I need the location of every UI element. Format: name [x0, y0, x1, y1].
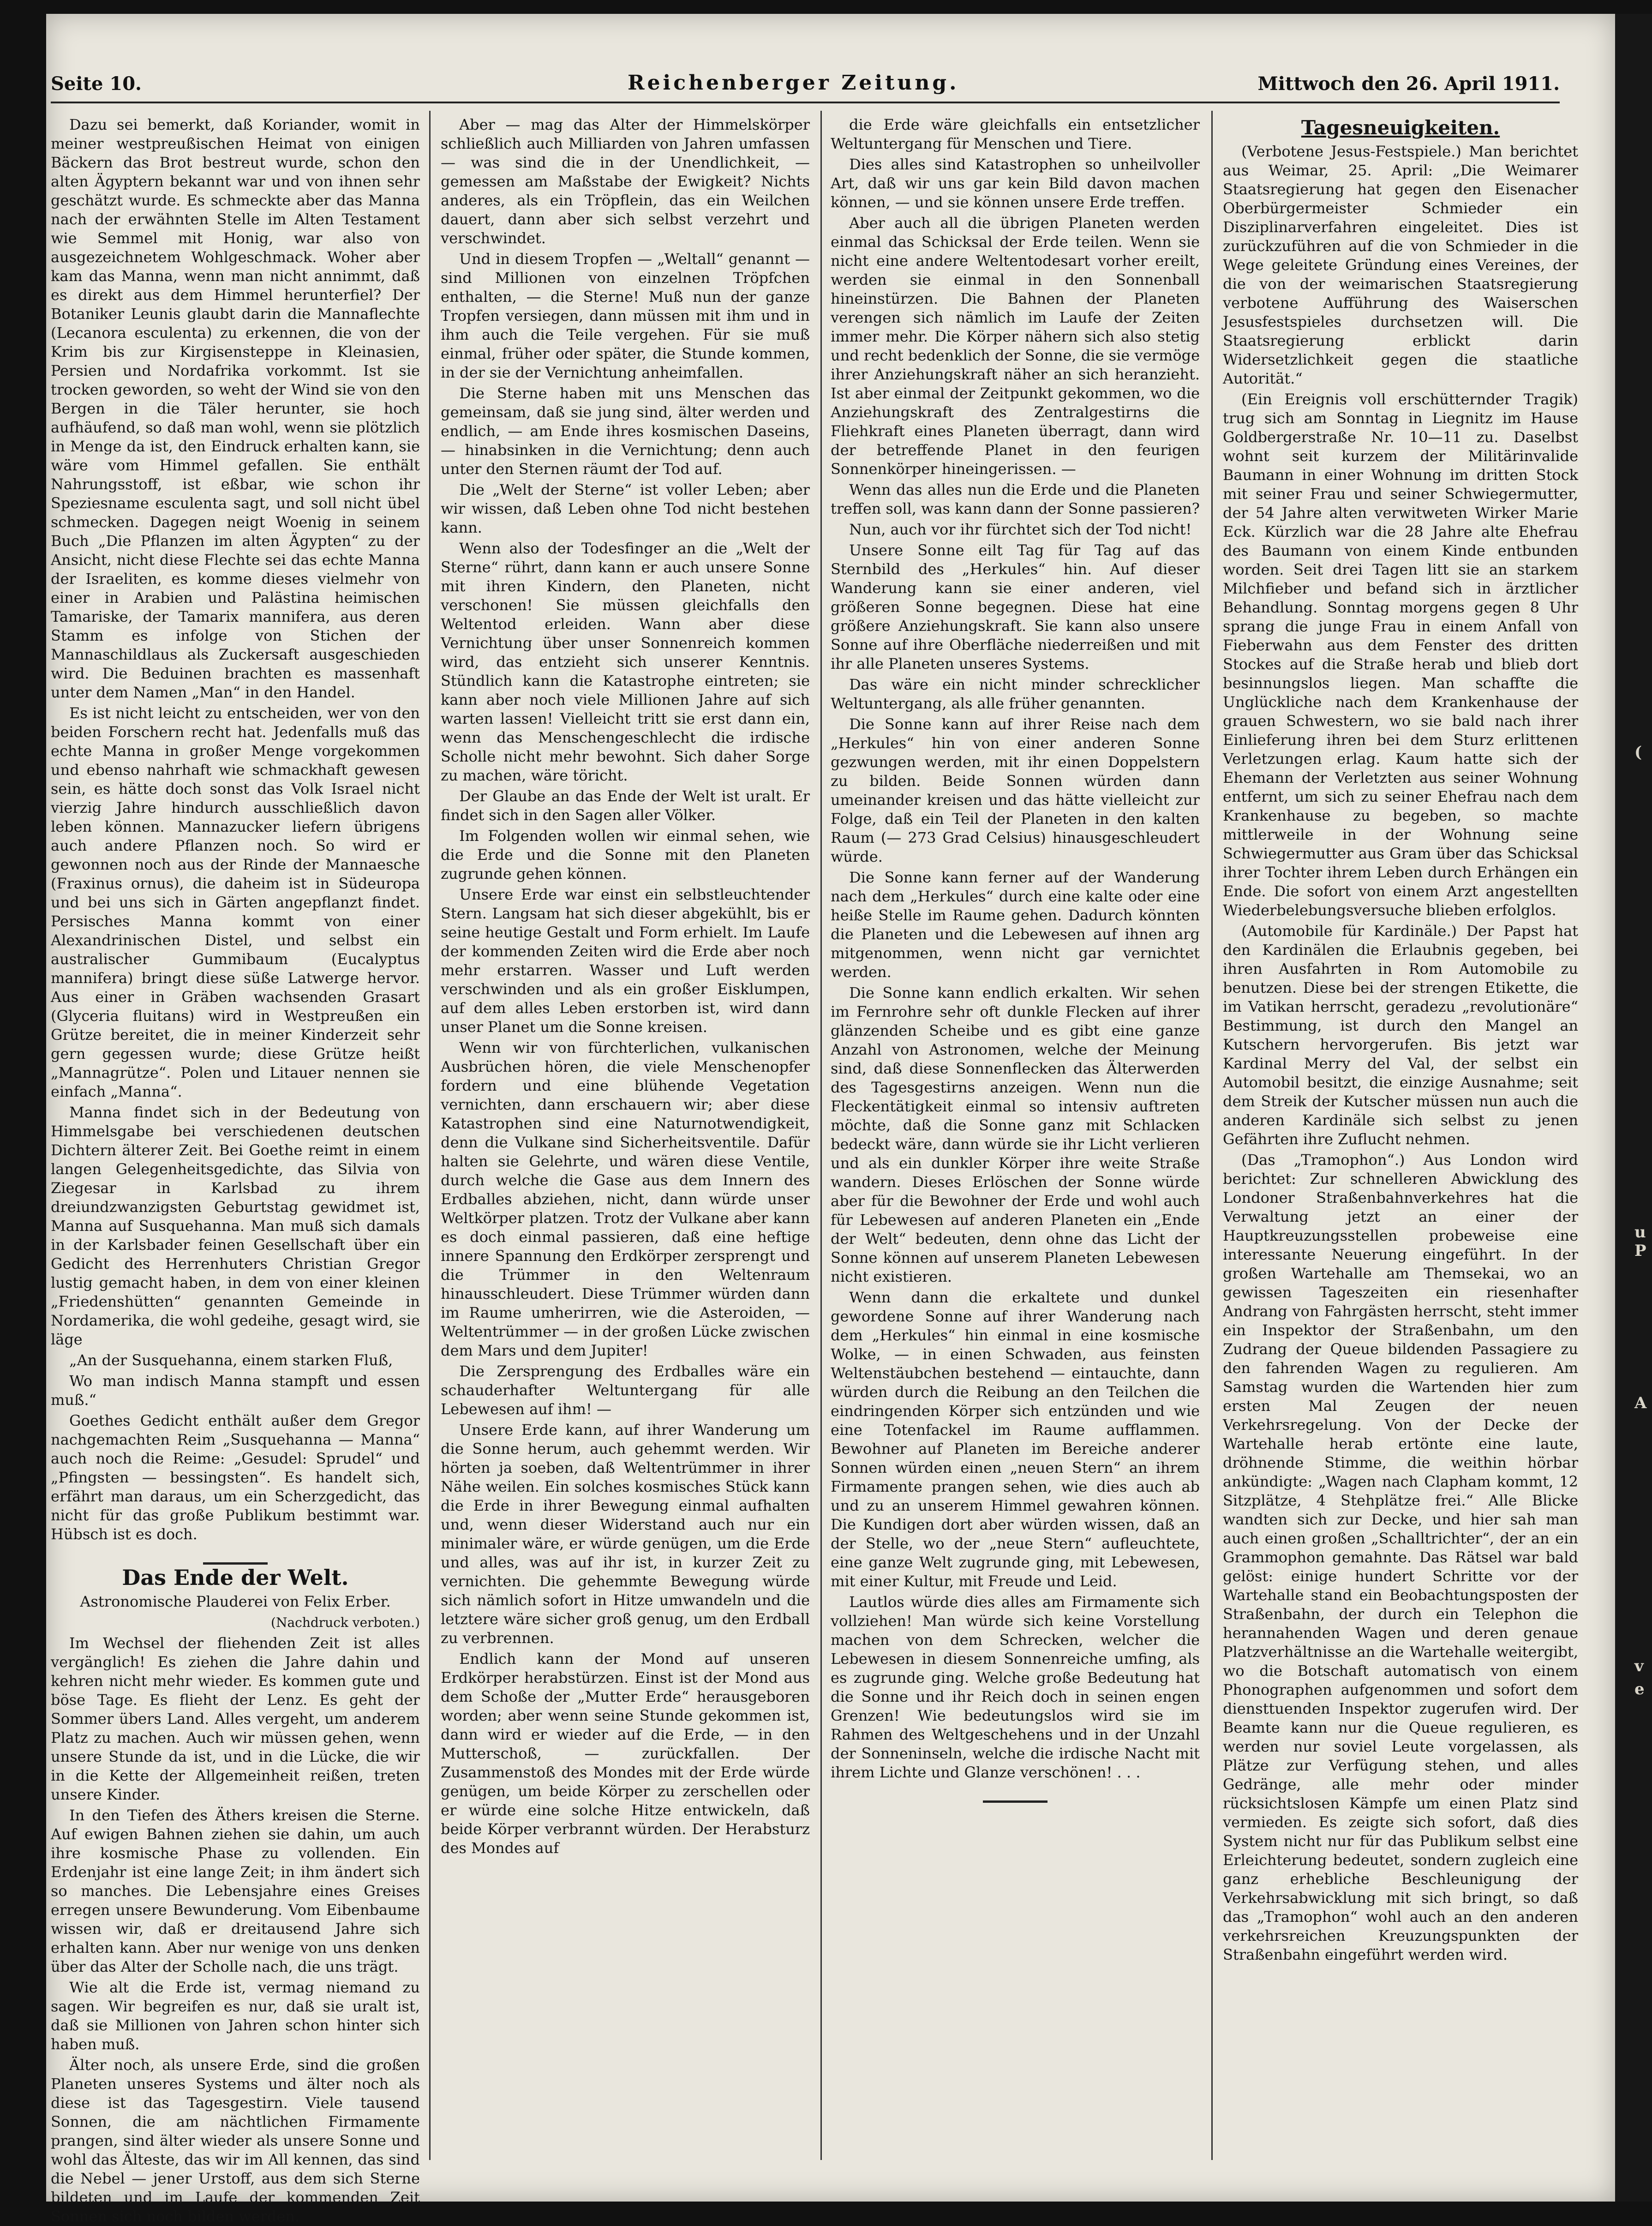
paragraph: Der Glaube an das Ende der Welt ist uralt. Er findet sich in den Sagen aller Völker.: [441, 787, 810, 824]
paragraph: Wenn dann die erkaltete und dunkel gewordene Sonne auf ihrer Wanderung nach dem „Herkules“ hin einmal in eine kosmische Wolke, — in einen Schwaden, aus feinsten Weltenstäubchen bestehend — eintauchte, dann würden durch die Reibung an den Teilchen die eindringenden Körper sich entzünden und wie eine Totenfackel im Raume aufflammen. Bewohner auf Planeten im Bereiche anderer Sonnen würden einen „neuen Stern“ an ihrem Firmamente prangen sehen, wie dies auch ab und zu an unserem Himmel gewahren können. Die Kundigen dort aber würden wissen, daß an der Stelle, wo der „neue Stern“ aufleuchtete, eine ganze Welt zugrunde ging, mit Lebewesen, mit einer Kultur, mit Freude und Leid.: [831, 1289, 1200, 1590]
margin-glyph: A: [1634, 1394, 1647, 1412]
news-item: (Automobile für Kardinäle.) Der Papst hat den Kardinälen die Erlaubnis gegeben, bei ihren Ausfahrten in Rom Automobile zu benutzen. Diese bei der strengen Etikette, die im Vatikan herrscht, geradezu „revolutionäre“ Bestimmung, ist durch den Mangel an Kutschern hervorgerufen. Bis jetzt war Kardinal Merry del Val, der selbst ein Automobil besitzt, die einzige Ausnahme; seit dem Streik der Kutscher müssen nun auch die anderen Kardinäle sich selbst zu jenen Gefährten ihre Zuflucht nehmen.: [1223, 922, 1578, 1148]
margin-glyph: v: [1634, 1657, 1644, 1675]
paragraph: die Erde wäre gleichfalls ein entsetzlicher Weltuntergang für Menschen und Tiere.: [831, 116, 1200, 152]
column-divider: [1211, 111, 1213, 2160]
issue-date: Mittwoch den 26. April 1911.: [1257, 73, 1560, 95]
paragraph: Nun, auch vor ihr fürchtet sich der Tod nicht!: [849, 521, 1192, 538]
paragraph: Dies alles sind Katastrophen so unheilvoller Art, daß wir uns gar kein Bild davon machen können, — und sie können unsere Erde treffen.: [831, 156, 1200, 211]
paragraph: Im Wechsel der fliehenden Zeit ist alles vergänglich! Es ziehen die Jahre dahin und kehren nicht mehr wieder. Es kommen gute und böse Tage. Es flieht der Lenz. Es geht der Sommer übers Land. Alles vergeht, um anderem Platz zu machen. Auch wir müssen gehen, wenn unsere Stunde da ist, und in die Lücke, die wir in die Kette der Allgemeinheit reißen, treten unsere Kinder.: [51, 1634, 420, 1803]
article-subtitle: Astronomische Plauderei von Felix Erber.: [80, 1593, 391, 1610]
section-title: Tagesneuigkeiten.: [1301, 116, 1500, 139]
paragraph: Wenn das alles nun die Erde und die Planeten treffen soll, was kann dann der Sonne passieren?: [831, 481, 1200, 517]
paragraph: In den Tiefen des Äthers kreisen die Sterne. Auf ewigen Bahnen ziehen sie dahin, um auch ihre kosmische Phase zu vollenden. Ein Erdenjahr ist eine lange Zeit; in ihm ändert sich so manches. Die Lebensjahre eines Greises erregen unsere Bewunderung. Vom Eibenbaume wissen wir, daß er dreitausend Jahre sich erhalten kann. Aber nur wenige von uns denken über das Alter der Scholle nach, die uns trägt.: [51, 1806, 420, 1975]
paragraph: Manna findet sich in der Bedeutung von Himmelsgabe bei verschiedenen deutschen Dichtern älterer Zeit. Bei Goethe reimt in einem langen Gelegenheitsgedichte, das Silvia von Ziegesar in Karlsbad zu ihrem dreiundzwanzigsten Geburtstag gewidmet ist, Manna auf Susquehanna. Man muß sich damals in der Karlsbader feinen Gesellschaft über ein Gedicht des Herrenhuters Christian Gregor lustig gemacht haben, in dem von einer kleinen „Friedenshütten“ genannten Gemeinde in Nordamerika, die wohl gedeihe, gesagt wird, sie läge: [51, 1104, 420, 1348]
margin-glyph: P: [1634, 1242, 1646, 1260]
article-title: Das Ende der Welt.: [122, 1565, 349, 1590]
paragraph: Wenn also der Todesfinger an die „Welt der Sterne“ rührt, dann kann er auch unsere Sonne mit ihren Kindern, den Planeten, nicht verschonen! Sie müssen gleichfalls den Weltentod erleiden. Wann aber diese Vernichtung über unser Sonnenreich kommen wird, das entzieht sich unserer Kenntnis. Stündlich kann die Katastrophe eintreten; sie kann aber noch viele Millionen Jahre auf sich warten lassen! Vielleicht tritt sie erst dann ein, wenn das Menschengeschlecht die irdische Scholle nicht mehr bewohnt. Sich daher Sorge zu machen, wäre töricht.: [441, 540, 810, 784]
column-divider: [429, 111, 431, 2160]
article-end-rule: [983, 1800, 1047, 1803]
paragraph: Unsere Erde war einst ein selbstleuchtender Stern. Langsam hat sich dieser abgekühlt, bis er seine heutige Gestalt und Form erhielt. Im Laufe der kommenden Zeiten wird die Erde aber noch mehr erstarren. Wasser und Luft werden verschwinden und als ein großer Eisklumpen, auf dem alles Leben erstorben ist, wird dann unser Planet um die Sonne kreisen.: [441, 886, 810, 1036]
paragraph: Lautlos würde dies alles am Firmamente sich vollziehen! Man würde sich keine Vorstellung machen von dem Schrecken, welcher die Lebewesen in diesem Sonnenreiche umfing, als es zugrunde ging. Welche große Bedeutung hat die Sonne und ihr Reich doch in seinen engen Grenzen! Wie bedeutungslos wird sie im Rahmen des Weltgeschehens und in der Unzahl der Sonneninseln, welche die irdische Nacht mit ihrem Lichte und Glanze verschönen! . . .: [831, 1593, 1200, 1781]
paragraph: Unsere Sonne eilt Tag für Tag auf das Sternbild des „Herkules“ hin. Auf dieser Wanderung kann sie einer anderen, viel größeren Sonne begegnen. Diese hat eine größere Anziehungskraft. Sie kann also unsere Sonne auf ihre Oberfläche niederreißen und mit ihr alle Planeten unseres Systems.: [831, 541, 1200, 672]
paragraph: Die Sterne haben mit uns Menschen das gemeinsam, daß sie jung sind, älter werden und endlich, — am Ende ihres kosmischen Daseins, — hinabsinken in die Vernichtung; denn auch unter den Sternen räumt der Tod auf.: [441, 384, 810, 478]
newspaper-masthead: Reichenberger Zeitung.: [628, 71, 959, 95]
paragraph: Die Zersprengung des Erdballes wäre ein schauderhafter Weltuntergang für alle Lebewesen auf ihm! —: [441, 1362, 810, 1418]
page-header: [51, 69, 1560, 103]
margin-glyph: u: [1634, 1223, 1646, 1242]
paragraph: Die Sonne kann auf ihrer Reise nach dem „Herkules“ hin von einer anderen Sonne gezwungen werden, mit ihr einen Doppelstern zu bilden. Beide Sonnen würden dann umeinander kreisen und das hätte vielleicht zur Folge, daß ein Teil der Planeten in den kalten Raum (— 273 Grad Celsius) hinausgeschleudert würde.: [831, 715, 1200, 865]
news-item: (Verbotene Jesus-Festspiele.) Man berichtet aus Weimar, 25. April: „Die Weimarer Staatsregierung hat gegen den Eisenacher Oberbürgermeister Schmieder ein Disziplinarverfahren eingeleitet. Dies ist zurückzuführen auf die von Schmieder in die Wege geleitete Gründung eines Vereines, der die von der weimarischen Staatsregierung verbotene Aufführung des Waiserschen Jesusfestspieles durchsetzen will. Die Staatsregierung erblickt darin Widersetzlichkeit gegen die staatliche Autorität.“: [1223, 143, 1578, 387]
paragraph: Aber — mag das Alter der Himmelskörper schließlich auch Milliarden von Jahren umfassen — was sind die in der Unendlichkeit, — gemessen am Maßstabe der Ewigkeit? Nichts anderes, als ein Tröpflein, das ein Weilchen dauert, dann aber sich selbst verzehrt und verschwindet.: [441, 116, 810, 247]
paragraph: Die „Welt der Sterne“ ist voller Leben; aber wir wissen, daß Leben ohne Tod nicht bestehen kann.: [441, 481, 810, 536]
paragraph: Es ist nicht leicht zu entscheiden, wer von den beiden Forschern recht hat. Jedenfalls muß das echte Manna in großer Menge vorgekommen und ebenso nahrhaft wie schmackhaft gewesen sein, es hätte doch sonst das Volk Israel nicht vierzig Jahre hindurch ausschließlich davon leben können. Mannazucker liefern übrigens auch andere Pflanzen noch. So wird er gewonnen noch aus der Rinde der Mannaesche (Fraxinus ornus), die daheim ist in Südeuropa und bei uns sich in Gärten angepflanzt findet. Persisches Manna kommt von einer Alexandrinischen Distel, und selbst ein australischer Gummibaum (Eucalyptus mannifera) bringt diese süße Latwerge hervor. Aus einer in Gräben wachsenden Grasart (Glyceria fluitans) wird in Westpreußen ein Grütze bereitet, die in meiner Kinderzeit sehr gern gegessen wurde; diese Grütze heißt „Mannagrütze“. Polen und Litauer nennen sie einfach „Manna“.: [51, 704, 420, 1100]
paragraph: Goethes Gedicht enthält außer dem Gregor nachgemachten Reim „Susquehanna — Manna“ auch noch die Reime: „Gesudel: Sprudel“ und „Pfingsten — bessingsten“. Es handelt sich, erfährt man daraus, um ein Scherzgedicht, das nicht für das große Publikum bestimmt war. Hübsch ist es doch.: [51, 1412, 420, 1543]
news-item: (Ein Ereignis voll erschütternder Tragik) trug sich am Sonntag in Liegnitz im Hause Goldbergerstraße Nr. 10—11 zu. Daselbst wohnt seit kurzem der Militärinvalide Baumann in einer Wohnung im dritten Stock mit seiner Frau und seiner Schwiegermutter, der 54 Jahre alten verwitweten Wirker Marie Eck. Kürzlich war die 28 Jahre alte Ehefrau des Baumann von einem Kinde entbunden worden. Seit drei Tagen litt sie an starkem Milchfieber und befand sich in ärztlicher Behandlung. Sonntag morgens gegen 8 Uhr sprang die junge Frau in einem Anfall von Fieberwahn aus dem Fenster des dritten Stockes auf die Straße herab und blieb dort besinnungslos liegen. Man schaffte die Unglückliche nach dem Krankenhause der grauen Schwestern, wo sie bald nach ihrer Einlieferung ihren bei dem Sturz erlittenen Verletzungen erlag. Kaum hatte sich der Ehemann der Verletzten aus seiner Wohnung entfernt, um sich zu seiner Ehefrau nach dem Krankenhause zu begeben, so machte mittlerweile in der Wohnung seine Schwiegermutter aus Gram über das Schicksal ihrer Tochter ihrem Leben durch Erhängen ein Ende. Die sofort von einem Arzt angestellten Wiederbelebungsversuche blieben erfolglos.: [1223, 390, 1578, 919]
news-item: (Das „Tramophon“.) Aus London wird berichtet: Zur schnelleren Abwicklung des Londoner Straßenbahnverkehres hat die Verwaltung jetzt an einer der Hauptkreuzungsstellen probeweise eine interessante Neuerung eingeführt. In der großen Wartehalle am Themsekai, wo an gewissen Tageszeiten ein riesenhafter Andrang von Fahrgästen herrscht, steht immer ein Inspektor der Straßenbahn, um den Zudrang der Queue bildenden Passagiere zu den fahrenden Wagen zu regulieren. Am Samstag wurden die Wartenden hier zum ersten Mal Zeugen der neuen Verkehrsregelung. Von der Decke der Wartehalle herab ertönte eine laute, dröhnende Stimme, die weithin hörbar ankündigte: „Wagen nach Clapham kommt, 12 Sitzplätze, 4 Stehplätze frei.“ Alle Blicke wandten sich zur Decke, und hier sah man auch einen großen „Schalltrichter“, der an ein Grammophon gemahnte. Das Rätsel war bald gelöst: einige hundert Schritte vor der Wartehalle stand ein Beobachtungsposten der Straßenbahn, der durch ein Telephon die herannahenden Wagen und deren genaue Platzverhältnisse an die Wartehalle weitergibt, wo die Botschaft automatisch von einem Phonographen aufgenommen und sofort dem diensttuenden Inspektor zugerufen wird. Der Beamte kann nur die Queue regulieren, es werden nur soviel Leute vorgelassen, als Plätze zur Verfügung stehen, und alles Gedränge, alle mehr oder minder rücksichtslosen Kämpfe um einen Platz sind vermieden. Es zeigte sich sofort, daß dies System nicht nur für das Publikum selbst eine Erleichterung bedeutet, sondern zugleich eine ganz erhebliche Beschleunigung der Verkehrsabwicklung mit sich bringt, so daß das „Tramophon“ wohl auch an den anderen verkehrsreichen Kreuzungspunkten der Straßenbahn eingeführt werden wird.: [1223, 1151, 1578, 1963]
reprint-note: (Nachdruck verboten.): [271, 1615, 420, 1630]
paragraph: Älter noch, als unsere Erde, sind die großen Planeten unseres Systems und älter noch als diese ist das Tagesgestirn. Viele tausend Sonnen, die am nächtlichen Firmamente prangen, sind älter wieder als unsere Sonne und wohl das Älteste, das wir im All kennen, das sind die Nebel — jener Urstoff, aus dem sich Sterne bildeten und im Laufe der kommenden Zeit Sonnen sich noch bilden werden.: [51, 2056, 420, 2225]
paragraph: Aber auch all die übrigen Planeten werden einmal das Schicksal der Erde teilen. Wenn sie nicht eine andere Weltentodesart vorher ereilt, werden sie einmal in den Sonnenball hineinstürzen. Die Bahnen der Planeten verengen sich nämlich im Laufe der Zeiten immer mehr. Die Körper nähern sich also stetig und recht bedenklich der Sonne, die sie vermöge ihrer Anziehungskraft näher an sich heranzieht. Ist aber einmal der Zeitpunkt gekommen, wo die Anziehungskraft des Zentralgestirns die Fliehkraft eines Planeten überragt, dann wird der betreffende Planet in den feurigen Sonnenkörper hineingerissen. —: [831, 214, 1200, 478]
page-number: Seite 10.: [51, 73, 142, 95]
verse-line: Wo man indisch Manna stampft und essen muß.“: [51, 1372, 420, 1409]
column-2: [441, 115, 810, 2169]
paragraph: Unsere Erde kann, auf ihrer Wanderung um die Sonne herum, auch gehemmt werden. Wir hörten ja soeben, daß Weltentrümmer in ihrer Nähe weilen. Ein solches kosmisches Stück kann die Erde in ihrer Bewegung einmal aufhalten und, wenn dieser Widerstand auch nur ein minimaler wäre, er würde genügen, um die Erde und alles, was auf ihr ist, in kurzer Zeit zu vernichten. Die gehemmte Bewegung würde sich nämlich sofort in Hitze umwandeln und die letztere wäre sicher groß genug, um den Erdball zu verbrennen.: [441, 1421, 810, 1647]
paragraph: Die Sonne kann endlich erkalten. Wir sehen im Fernrohre sehr oft dunkle Flecken auf ihrer glänzenden Scheibe und es gibt eine ganze Anzahl von Astronomen, welche der Meinung sind, daß diese Sonnenflecken das Älterwerden des Tagesgestirns anzeigen. Wenn nun die Fleckentätigkeit einmal so intensiv auftreten möchte, daß die Sonne ganz mit Schlacken bedeckt wäre, dann würde sie ihr Licht verlieren und als ein dunkler Körper ihre weite Straße wandern. Dieses Erlöschen der Sonne würde aber für die Bewohner der Erde und wohl auch für Lebewesen auf anderen Planeten ein „Ende der Welt“ bedeuten, denn ohne das Licht der Sonne können auf unserem Planeten Lebewesen nicht existieren.: [831, 984, 1200, 1285]
paragraph: Im Folgenden wollen wir einmal sehen, wie die Erde und die Sonne mit den Planeten zugrunde gehen können.: [441, 827, 810, 882]
paragraph: Und in diesem Tropfen — „Weltall“ genannt — sind Millionen von einzelnen Tröpfchen enthalten, — die Sterne! Muß nun der ganze Tropfen versiegen, dann müssen mit ihm und in ihm auch die Teile vergehen. Für sie muß einmal, früher oder später, die Stunde kommen, in der sie der Vernichtung anheimfallen.: [441, 250, 810, 381]
verse-line: „An der Susquehanna, einem starken Fluß,: [69, 1351, 393, 1369]
column-3: [831, 115, 1200, 2169]
adjacent-page-edge: [1615, 14, 1652, 2202]
paragraph: Das wäre ein nicht minder schrecklicher Weltuntergang, als alle früher genannten.: [831, 676, 1200, 712]
column-4: [1223, 115, 1578, 2169]
paragraph: Dazu sei bemerkt, daß Koriander, womit in meiner westpreußischen Heimat von einigen Bäckern das Brot bestreut wurde, schon den alten Ägyptern bekannt war und von ihnen sehr geschätzt wurde. Es schmeckte aber das Manna nach der erwähnten Stelle im Alten Testament wie Semmel mit Honig, war also von ausgezeichnetem Wohlgeschmack. Woher aber kam das Manna, wenn man nicht annimmt, daß es direkt aus dem Himmel herunterfiel? Der Botaniker Leunis glaubt darin die Mannaflechte (Lecanora esculenta) zu erkennen, die von der Krim bis zur Kirgisensteppe in Kleinasien, Persien und Nordafrika vorkommt. Ist sie trocken geworden, so weht der Wind sie von den Bergen in die Täler herunter, sie hoch aufhäufend, so daß man wohl, wenn sie plötzlich in Menge da ist, den Eindruck erhalten kann, sie wäre vom Himmel gefallen. Sie enthält Nahrungsstoff, ist eßbar, wie schon ihr Speziesname esculenta sagt, und soll nicht übel schmecken. Dagegen neigt Woenig in seinem Buch „Die Pflanzen im alten Ägypten“ zu der Ansicht, nicht diese Flechte sei das echte Manna der Israeliten, es komme dieses vielmehr von einer in Arabien und Palästina heimischen Tamariske, der Tamarix mannifera, aus deren Stamm es infolge von Stichen der Mannaschildlaus als Zuckersaft ausgeschieden wird. Die Beduinen brachten es massenhaft unter dem Namen „Man“ in den Handel.: [51, 116, 420, 701]
column-divider: [820, 111, 822, 2160]
paragraph: Die Sonne kann ferner auf der Wanderung nach dem „Herkules“ durch eine kalte oder eine heiße Stelle im Raume gehen. Dadurch könnten die Planeten und die Lebewesen auf ihnen arg mitgenommen, wenn nicht gar vernichtet werden.: [831, 869, 1200, 981]
margin-glyph: e: [1634, 1680, 1645, 1698]
paragraph: Endlich kann der Mond auf unseren Erdkörper herabstürzen. Einst ist der Mond aus dem Schoße der „Mutter Erde“ herausgeboren worden; aber wenn seine Stunde gekommen ist, dann wird er wieder auf die Erde, — in den Mutterschoß, — zurückfallen. Der Zusammenstoß des Mondes mit der Erde würde genügen, um beide Körper zu zerschellen oder er würde eine solche Hitze entwickeln, daß beide Körper verbrannt würden. Der Herabsturz des Mondes auf: [441, 1650, 810, 1857]
paragraph: Wenn wir von fürchterlichen, vulkanischen Ausbrüchen hören, die viele Menschenopfer fordern und eine blühende Vegetation vernichten, dann erschauern wir; aber diese Katastrophen sind eine Naturnotwendigkeit, denn die Vulkane sind Sicherheitsventile. Dafür halten sie Gelehrte, und wären diese Ventile, durch welche die Gase aus dem Innern des Erdballes abziehen, nicht, dann würde unser Weltkörper platzen. Trotz der Vulkane aber kann es doch einmal passieren, daß eine heftige innere Spannung den Erdkörper zersprengt und die Trümmer in den Weltenraum hinausschleudert. Diese Trümmer würden dann im Raume umherirren, wie die Asteroiden, — Weltentrümmer — in der großen Lücke zwischen dem Mars und dem Jupiter!: [441, 1039, 810, 1359]
margin-glyph: (: [1634, 743, 1642, 762]
paragraph: Wie alt die Erde ist, vermag niemand zu sagen. Wir begreifen es nur, daß sie uralt ist, daß sie Millionen von Jahren schon hinter sich haben muß.: [51, 1979, 420, 2053]
column-1: [51, 115, 420, 2225]
